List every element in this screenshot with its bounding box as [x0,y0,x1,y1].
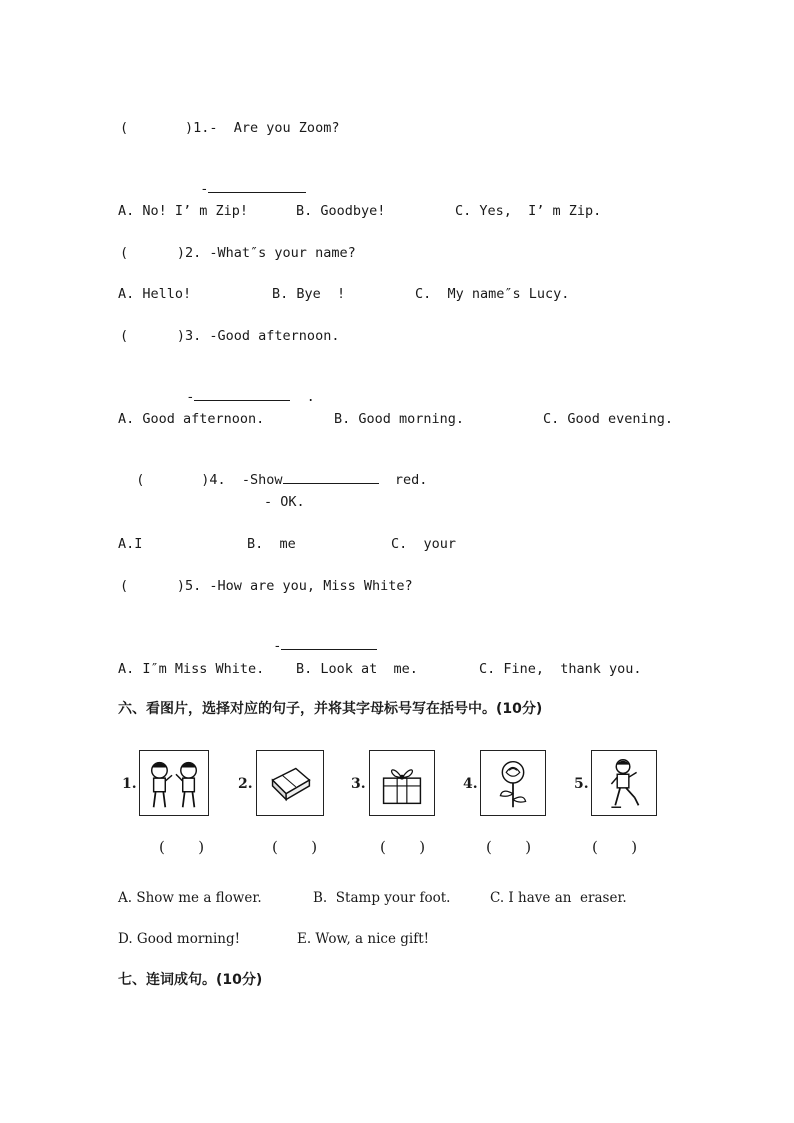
question-1-option-b: B. Goodbye! [296,203,386,219]
question-5-option-b: B. Look at me. [296,661,418,677]
answer-blank[interactable] [208,179,306,193]
section-6-option-b: B. Stamp your foot. [313,890,451,906]
question-2-option-b: B. Bye ! [272,286,346,302]
question-2-option-a: A. Hello! [118,286,192,302]
answer-paren-2[interactable]: ( ) [272,838,318,856]
boy-stamping-foot-icon [591,750,657,816]
question-2-option-c: C. My name″s Lucy. [415,286,570,302]
answer-dash: - [200,181,209,197]
two-boys-greeting-icon [139,750,209,816]
question-5-answer-line [257,618,377,655]
answer-paren-4[interactable]: ( ) [486,838,532,856]
picture-5-number: 5. [574,776,589,792]
prompt-end: red. [394,472,428,488]
question-1-option-c: C. Yes, I’ m Zip. [455,203,602,219]
question-3-answer-line [170,369,315,406]
answer-blank[interactable] [281,636,377,650]
answer-blank[interactable] [283,470,379,484]
section-6-option-e: E. Wow, a nice gift! [297,931,430,947]
picture-4-number: 4. [463,776,478,792]
question-4-option-b: B. me [247,536,296,552]
section-6-heading: 六、看图片，选择对应的句子，并将其字母标号写在括号中。(10分) [118,701,543,717]
answer-blank[interactable] [194,387,290,401]
answer-dash: - [273,638,282,654]
question-4-reply: - OK. [264,494,305,510]
question-2-prompt: ( )2. -What″s your name? [120,245,356,261]
section-6-option-c: C. I have an eraser. [490,890,627,906]
picture-2-number: 2. [238,776,253,792]
section-7-heading: 七、连词成句。(10分) [118,972,263,988]
section-6-option-d: D. Good morning! [118,931,241,947]
answer-paren-5[interactable]: ( ) [592,838,638,856]
question-4-prompt [120,452,427,489]
question-5-option-a: A. I″m Miss White. [118,661,265,677]
question-3-option-c: C. Good evening. [543,411,674,427]
gift-box-icon [369,750,435,816]
answer-dash: - [186,389,195,405]
answer-paren-1[interactable]: ( ) [159,838,205,856]
question-5-prompt: ( )5. -How are you, Miss White? [120,578,413,594]
question-4-option-c: C. your [391,536,457,552]
picture-3-number: 3. [351,776,366,792]
answer-paren-3[interactable]: ( ) [380,838,426,856]
section-6-option-a: A. Show me a flower. [118,890,262,906]
question-1-prompt: ( )1.- Are you Zoom? [120,120,340,136]
question-5-option-c: C. Fine, thank you. [479,661,642,677]
question-3-prompt: ( )3. -Good afternoon. [120,328,340,344]
prompt-start: ( )4. -Show [136,472,283,488]
question-3-option-a: A. Good afternoon. [118,411,265,427]
question-3-option-b: B. Good morning. [334,411,465,427]
answer-tail: . [306,389,315,405]
picture-1-number: 1. [122,776,137,792]
question-1-option-a: A. No! I’ m Zip! [118,203,249,219]
question-4-option-a: A.I [118,536,143,552]
flower-icon [480,750,546,816]
eraser-icon [256,750,324,816]
question-1-answer-line [184,161,306,198]
